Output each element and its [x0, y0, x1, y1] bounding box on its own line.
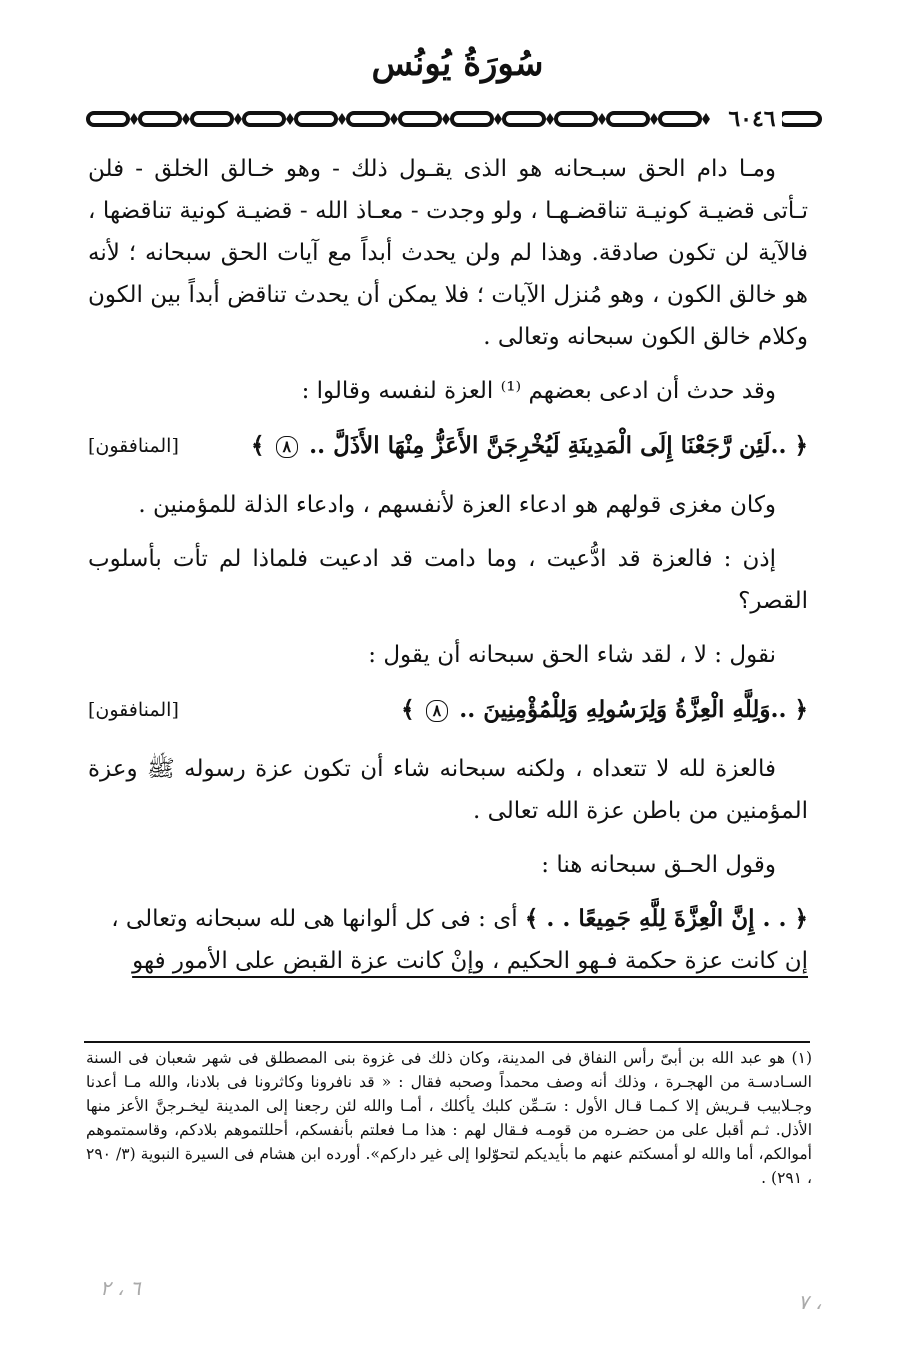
footnote-divider: [84, 1041, 810, 1043]
paragraph: وقد حدث أن ادعى بعضهم ⁽¹⁾ العزة لنفسه وقالوا :: [301, 378, 776, 404]
footnotes: [86, 1046, 812, 1190]
paragraph: [88, 898, 808, 940]
quran-verse: [401, 688, 808, 732]
surah-reference: [المنافقون]: [88, 699, 179, 721]
scan-mark: ٧ ،: [798, 1290, 822, 1314]
quran-verse: [251, 424, 808, 468]
verse-close-bracket: ﴾: [401, 696, 415, 723]
verse-number: ٨: [426, 700, 449, 722]
paragraph: نقول : لا ، لقد شاء الحق سبحانه أن يقول :: [368, 642, 776, 668]
quran-verse-line: [88, 688, 808, 736]
body-text: [88, 148, 808, 994]
paragraph: إذن : فالعزة قد ادُّعيت ، وما دامت قد ادعيت فلماذا لم تأت بأسلوب القصر؟: [88, 546, 808, 614]
paragraph-text: أى : فى كل ألوانها هى لله سبحانه وتعالى ،: [111, 906, 525, 932]
verse-close-bracket: ﴾: [251, 432, 265, 459]
scan-mark: ٦ ، ٢: [100, 1276, 141, 1300]
paragraph: فالعزة لله لا تتعداه ، ولكنه سبحانه شاء أن تكون عزة رسوله ﷺ وعزة المؤمنين من باطن عزة الله تعالى .: [88, 756, 808, 824]
ornamental-border: [84, 102, 826, 136]
surah-reference: [المنافقون]: [88, 435, 179, 457]
page-number: ٦٠٤٦: [722, 104, 782, 134]
paragraph: وكان مغزى قولهم هو ادعاء العزة لأنفسهم ، وادعاء الذلة للمؤمنين .: [138, 492, 776, 518]
quran-verse-line: [88, 424, 808, 472]
footnote: (١) هو عبد الله بن أبىّ رأس النفاق فى المدينة، وكان ذلك فى غزوة بنى المصطلق فى شهر شعبان فى السنة السـادسـة من الهجـرة ، وذلك أنه وصف محمداً وصحبه فقال : « قد نافرونا وكاثرونا فى بلادنا، والله مـا أعدنا وجـلابيب قـريش إلا كـمـا قـال الأول : سَـمِّن كلبك يأكلك ، أمـا والله لئن رجعنا إلى المدينة ليخـرجنَّ الأعز منها الأذل. ثـم أقبل على من حضـره من قومـه فـقال لهم : هذا مـا فعلتم بأنفسكم، أحللتموهم بلادكم، وقاسمتموهم أموالكم، أما والله لو أمسكتم عنهم ما بأيديكم لتحوّلوا إلى غير داركم». أورده ابن هشام فى السيرة النبوية (٣/ ٢٩٠ ، ٢٩١) .: [86, 1049, 812, 1187]
verse-text: ..وَلِلَّهِ الْعِزَّةُ وَلِرَسُولِهِ وَلِلْمُؤْمِنِينَ ..: [459, 696, 787, 723]
verse-open-bracket: ﴿: [794, 432, 808, 459]
inline-verse: ﴿ . . إِنَّ الْعِزَّةَ لِلَّهِ جَمِيعًا . . ﴾: [524, 905, 808, 932]
verse-open-bracket: ﴿: [794, 696, 808, 723]
paragraph: ومـا دام الحق سبـحانه هو الذى يقـول ذلك - وهو خـالق الخلق - فلن تـأتى قضيـة كونيـة تناقضـهـا ، ولو وجدت - معـاذ الله - قضيـة كونية تناقضها ، فالآية لن تكون صادقة. وهذا لم ولن يحدث أبداً مع آيات الحق سبحانه ؛ لأنه هو خالق الكون ، وهو مُنزل الآيات ؛ فلا يمكن أن يحدث تناقض أبداً بين الكون وكلام خالق الكون سبحانه وتعالى .: [88, 156, 808, 350]
surah-title: سُورَةُ يُونُس: [371, 44, 544, 84]
verse-number: ٨: [276, 436, 299, 458]
paragraph: إن كانت عزة حكمة فـهو الحكيم ، وإنْ كانت عزة القبض على الأمور فهو: [132, 948, 808, 974]
paragraph: وقول الحـق سبحانه هنا :: [541, 852, 776, 878]
verse-text: ..لَئِن رَّجَعْنَا إِلَى الْمَدِينَةِ لَيُخْرِجَنَّ الأَعَزُّ مِنْهَا الأَذَلَّ ..: [309, 432, 787, 459]
